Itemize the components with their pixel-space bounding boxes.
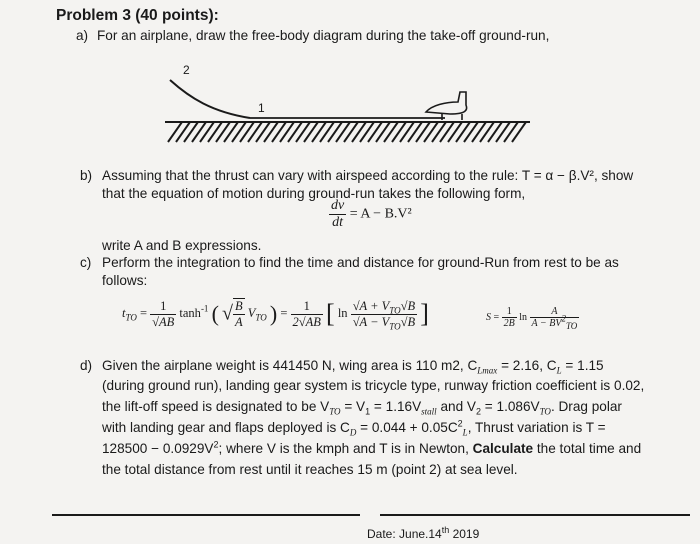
footer-rule-left (52, 514, 360, 516)
s-ln-text: ln (519, 311, 528, 323)
date-year: 2019 (449, 527, 480, 541)
s-symbol: S (486, 311, 491, 323)
problem-title: Problem 3 (40 points): (56, 7, 219, 24)
ln-fraction (351, 299, 417, 330)
part-b-line2: that the equation of motion during ground-run takes the following form, (102, 186, 526, 201)
t-coef-num: 1 (150, 299, 176, 315)
t-coef-fraction (150, 299, 176, 330)
footer-date (367, 525, 479, 544)
point-2-label: 2 (183, 63, 190, 77)
flight-path-line (170, 80, 250, 118)
d4-a: with landing gear and flaps deployed is C (102, 420, 350, 435)
sqrt-b-over-a (233, 298, 245, 330)
part-b-label: b) (80, 168, 93, 183)
part-a-text: For an airplane, draw the free-body diagram during the take-off ground-run, (97, 28, 550, 43)
part-a-label: a) (76, 28, 89, 43)
s-coef-num: 1 (502, 306, 517, 318)
d4-sub1: D (349, 427, 357, 438)
t-sub: TO (125, 312, 137, 323)
d3-sub3: stall (421, 406, 437, 417)
part-d-line2: (during ground run), landing gear system is tricycle type, runway friction coefficient is 0.02, (102, 378, 645, 393)
s-frac-num: A (530, 306, 580, 318)
runway-hatching (168, 122, 526, 142)
d1-mid: = 2.16, C (497, 358, 557, 373)
takeoff-sketch (150, 50, 540, 160)
part-b-line3: write A and B expressions. (102, 238, 262, 253)
d3-sub4: 2 (476, 406, 482, 417)
ln-den-sub: TO (389, 321, 401, 331)
sqrt-a: A (235, 315, 243, 329)
s-frac-den-sub: TO (565, 321, 578, 331)
equation-of-motion (329, 198, 412, 231)
d5-bold: Calculate (472, 441, 534, 456)
ln-den-tail: √B (400, 314, 416, 329)
part-d-line3 (102, 397, 622, 416)
d5-a: 128500 − 0.0929V (102, 441, 214, 456)
time-formula: $t_{TO}$ = $\frac{1}{√AB}$ $\tanh^{-1}$ ( √ $\frac{B}{A}$ $V_{TO}$ ) = $\frac{1}{2√AB}$ [ ln $\frac{√A + V_{TO}√B}{√A - V_{TO}√B}$ ] (122, 298, 429, 331)
part-c-label: c) (80, 255, 92, 270)
ln-num-tail: √B (400, 298, 416, 313)
s-equals: = (493, 311, 500, 323)
ln-num: √A + V (352, 298, 390, 313)
d4-exp: 2 (457, 418, 463, 429)
d5-b: ; where V is the kmph and T is in Newton, (218, 441, 473, 456)
eq2-num: 1 (291, 299, 323, 315)
d5-c: the total time and (533, 441, 642, 456)
part-c-line2: follows: (102, 273, 148, 288)
d3-sub5: TO (539, 406, 551, 417)
t-coef-den: √AB (152, 314, 175, 329)
footer-rule-right (380, 514, 690, 516)
sqrt-b: B (235, 299, 243, 313)
d4-sub2: L (462, 427, 468, 438)
t-symbol: t (122, 305, 126, 320)
d1-sub1: Lmax (477, 365, 498, 376)
part-d-line4 (102, 418, 606, 437)
d3-a: the lift-off speed is designated to be V (102, 399, 330, 414)
distance-formula (486, 306, 579, 329)
d4-c: , Thrust variation is T = (467, 420, 606, 435)
d1-end: = 1.15 (561, 358, 604, 373)
d1-sub2: L (556, 365, 562, 376)
tanh-text: tanh (179, 305, 201, 320)
part-d-line1 (102, 356, 604, 375)
date-label: Date: June.14 (367, 527, 442, 541)
ln-text: ln (337, 305, 348, 320)
d5-exp: 2 (213, 439, 219, 450)
d3-c: = 1.16V (370, 399, 422, 414)
part-d-label: d) (80, 358, 93, 373)
d3-d: and V (436, 399, 476, 414)
s-coef-fraction (502, 306, 517, 329)
eq2-fraction (291, 299, 323, 330)
part-d-line5 (102, 439, 641, 458)
v-to: V (247, 305, 256, 320)
dt-denominator: dt (332, 215, 344, 230)
airplane-icon (426, 92, 467, 120)
d3-b: = V (340, 399, 366, 414)
point-1-label: 1 (258, 101, 265, 115)
eq2-den: 2√AB (292, 314, 321, 329)
d3-sub2: 1 (365, 406, 371, 417)
v-to-sub: TO (255, 312, 267, 323)
part-b-line1: Assuming that the thrust can vary with airspeed according to the rule: T = α − β.V², show (102, 168, 634, 183)
date-sup: th (441, 525, 450, 535)
s-frac-den: A − BV (531, 318, 562, 329)
d1-text: Given the airplane weight is 441450 N, wing area is 110 m2, C (102, 358, 478, 373)
eq-rhs: = A − B.V² (349, 206, 412, 222)
s-ln-fraction (530, 306, 580, 329)
s-frac-den-exp: 2 (561, 313, 566, 324)
d4-b: = 0.044 + 0.05C (356, 420, 458, 435)
d3-sub1: TO (329, 406, 341, 417)
d3-f: . Drag polar (550, 399, 622, 414)
ln-den: √A − V (352, 314, 390, 329)
s-coef-den: 2B (503, 318, 515, 329)
ln-num-sub: TO (389, 305, 401, 315)
part-c-line1: Perform the integration to find the time and distance for ground-Run from rest to be as (102, 255, 619, 270)
dv-dt-fraction (329, 198, 346, 231)
d3-e: = 1.086V (481, 399, 540, 414)
tanh-exp: -1 (200, 303, 209, 314)
part-d-line6: the total distance from rest until it reaches 15 m (point 2) at sea level. (102, 462, 518, 477)
dv-numerator: dv (331, 198, 345, 213)
